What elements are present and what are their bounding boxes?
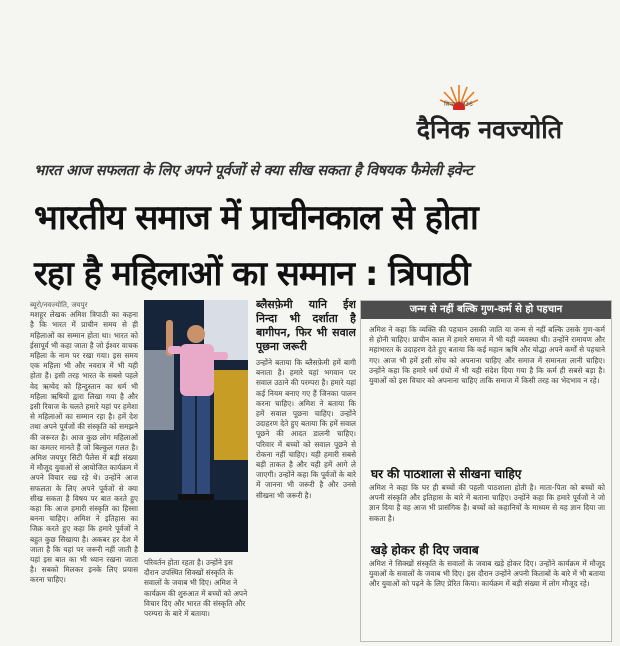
newspaper-logo [362, 86, 562, 146]
sidebar-para-2: अमिश ने कहा कि घर ही बच्चों की पहली पाठशाला होती है। माता-पिता को बच्चों को अपनी संस्कृति और इतिहास के बारे में बताना चाहिए। उन्होंने कहा कि हमारे पूर्वजों ने जो ज्ञान दिया है वह आज भी प्रासंगिक है। बच्चों को कहानियों के माध्यम से यह ज्ञान दिया जा सकता है। [369, 483, 605, 523]
logo-text: दैनिक नवज्योति [416, 115, 562, 144]
speaker-photo-illustration [144, 300, 248, 552]
logo-since: सिन्स 1936 [444, 101, 473, 108]
photo-caption-text: परिवर्तन होता रहता है। उन्होंने इस दौरान उपस्थित सिक्खों संस्कृति के सवालों के जवाब भी दिए। अमिश ने कार्यक्रम की शुरुआत में बच्चों को अपने विचार दिए और भारत की संस्कृति और परम्परा के बारे में बताया। [144, 558, 248, 619]
sidebar-title: जन्म से नहीं बल्कि गुण-कर्म से हो पहचान [361, 301, 611, 319]
sidebar-para-1: अमिश ने कहा कि व्यक्ति की पहचान उसकी जाति या जन्म से नहीं बल्कि उसके गुण-कर्म से होनी चाहिए। प्राचीन काल में हमारे समाज में भी यही व्यवस्था थी। उन्होंने रामायण और महाभारत के उदाहरण देते हुए बताया कि कई महान ऋषि और योद्धा अपने कर्मों से पहचाने गए। आज भी हमें इसी सोच को अपनाना चाहिए और समाज में समानता लानी चाहिए। उन्होंने कहा कि हमारे धर्म ग्रंथों में भी यही संदेश दिया गया है कि कर्म ही सबसे बड़ा है। युवाओं को इस विचार को अपनाना चाहिए ताकि समाज में किसी तरह का भेदभाव न रहे। [369, 325, 605, 386]
headline-line-1: भारतीय समाज में प्राचीनकाल से होता [34, 198, 478, 238]
headline-line-2: रहा है महिलाओं का सम्मान : त्रिपाठी [34, 254, 470, 294]
article-column-1 [30, 300, 138, 640]
sidebar-para-3: अमिश ने सिक्खों संस्कृति के सवालों के जवाब खड़े होकर दिए। उन्होंने कार्यक्रम में मौजूद युवाओं के सवालों के जवाब भी दिए। इस दौरान उन्होंने अपनी किताबों के बारे में भी बताया और युवाओं को पढ़ने के लिए प्रेरित किया। कार्यक्रम में बड़ी संख्या में लोग मौजूद रहे। [369, 559, 605, 589]
sidebar-section-3-head: खड़े होकर ही दिए जवाब [371, 543, 479, 557]
article-column-3 [256, 298, 356, 640]
column-3-subhead: ब्लैसफ़ेमी यानि ईश निन्दा भी दर्शाता है बागीपन, फिर भी सवाल पूछना जरूरी [256, 298, 356, 353]
dateline: ब्यूरो/नवज्योति, जयपुर [30, 301, 88, 309]
column-3-text: उन्होंने बताया कि ब्लैसफ़ेमी हमें बागी बनाता है। हमारे यहां भगवान पर सवाल उठाने की परम्परा है। हमारे यहां कई नियम बनाए गए हैं जिनका पालन करना चाहिए। अमिश ने बताया कि हमें सवाल पूछना चाहिए। उन्होंने उदाहरण देते हुए बताया कि हमें सवाल पूछने की आदत डालनी चाहिए। परिवार में बच्चों को सवाल पूछने से रोकना नहीं चाहिए। यही हमारी सबसे बड़ी ताकत है और यही हमें आगे ले जाएगी। उन्होंने कहा कि पूर्वजों के बारे में जानना भी जरूरी है और उनसे सीखना भी जरूरी है। [256, 358, 356, 500]
masthead [0, 0, 620, 150]
column-1-text: मशहूर लेखक अमिश त्रिपाठी का कहना है कि भारत में प्राचीन समय से ही महिलाओं का सम्मान होता था। भारत को ईसापूर्व भी कहा जाता है जो ईश्वर वाचक महिला के नाम पर रखा गया। इस समय एक महिला भी और नवरात्र में भी यही होता है। इसी तरह भारत के सबसे पहले वेद ऋग्वेद को हिन्दुस्तान का धर्म भी महिला ऋषियों द्वारा लिखा गया है और इसी रिवाज के चलते हमारे यहां पर हमेशा से महिलाओं का सम्मान रहा है। हमें देश तथा अपने पूर्वजों की संस्कृति को समझने की जरूरत है। आज कुछ लोग महिलाओं का कमतर मानते हैं जो बिल्कुल गलत है। अमिश जयपुर सिटी पैलेस में बड़ी संख्या में मौजूद युवाओं से आयोजित कार्यक्रम में अपने विचार रख रहे थे। उन्होंने आज सफलता के लिए अपने पूर्वजों से क्या सीख सकता है विषय पर बात करते हुए कहा कि आज हमारी संस्कृति का हिस्सा बनना चाहिए। अमिश ने इतिहास का जिक्र करते हुए कहा कि हमारे पूर्वजों ने बहुत कुछ सिखाया है। अकबर हर देश में जाता है कि यहां पर जरूरी नहीं जाती है यहां इस बात का भी ध्यान रखना जाता है। सबको मिलकर इनके लिए प्रयास करना चाहिए। [30, 310, 138, 585]
sidebar-section-2-head: घर की पाठशाला से सीखना चाहिए [371, 467, 522, 481]
sidebar-box [360, 300, 612, 642]
article-kicker: भारत आज सफलता के लिए अपने पूर्वजों से क्या सीख सकता है विषयक फैमेली इवेन्ट [34, 163, 473, 179]
speaker-photo [144, 300, 248, 552]
